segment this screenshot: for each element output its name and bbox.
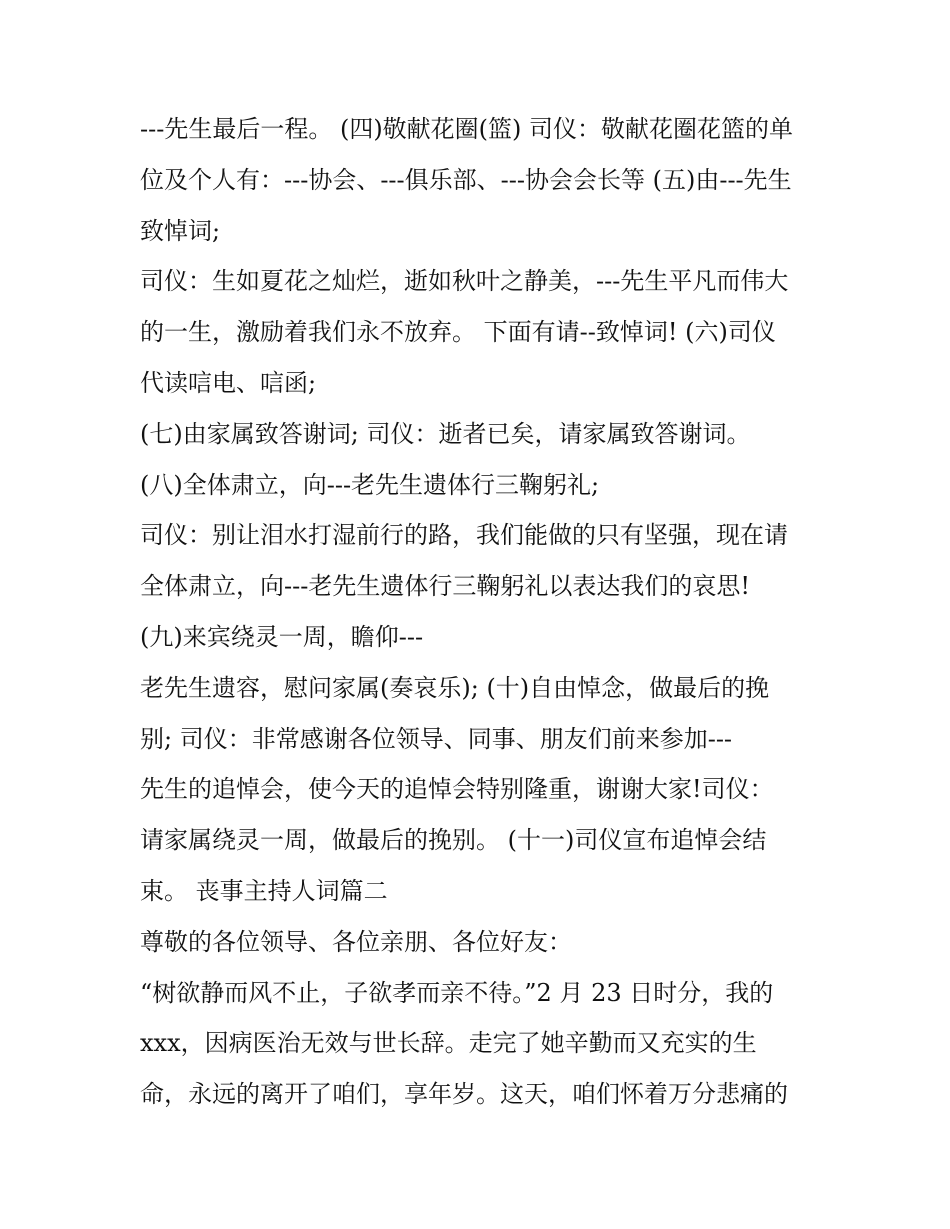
text-line: xxx，因病医治无效与世长辞。走完了她辛勤而又充实的生 <box>140 1029 757 1058</box>
text-line: (九)来宾绕灵一周，瞻仰--- <box>140 622 424 651</box>
text-line: 束。 丧事主持人词篇二 <box>140 876 388 905</box>
text-line: 尊敬的各位领导、各位亲朋、各位好友： <box>140 927 572 956</box>
text-line: 代读唁电、唁函; <box>140 368 317 397</box>
text-line: (八)全体肃立，向---老先生遗体行三鞠躬礼; <box>140 470 600 499</box>
text-line: (七)由家属致答谢词; 司仪：逝者已矣，请家属致答谢词。 <box>140 419 751 448</box>
text-line: 命，永远的离开了咱们，享年岁。这天，咱们怀着万分悲痛的 <box>140 1080 788 1109</box>
text-line: 别; 司仪：非常感谢各位领导、同事、朋友们前来参加--- <box>140 724 733 753</box>
text-line: 全体肃立，向---老先生遗体行三鞠躬礼以表达我们的哀思! <box>140 572 750 601</box>
document-body <box>140 104 840 1120</box>
text-line: 老先生遗容，慰问家属(奏哀乐); (十)自由悼念，做最后的挽 <box>140 673 770 702</box>
text-line: 致悼词; <box>140 216 221 245</box>
text-line: 司仪：别让泪水打湿前行的路，我们能做的只有坚强，现在请 <box>140 521 788 550</box>
text-line: “树欲静而风不止，子欲孝而亲不待。”2 月 23 日时分，我的 <box>140 978 774 1007</box>
text-line: 位及个人有：---协会、---俱乐部、---协会会长等 (五)由---先生 <box>140 165 792 194</box>
text-line: 请家属绕灵一周，做最后的挽别。 (十一)司仪宣布追悼会结 <box>140 826 767 855</box>
text-line: ---先生最后一程。 (四)敬献花圈(篮) 司仪：敬献花圈花篮的单 <box>140 115 794 143</box>
text-line: 的一生，激励着我们永不放弃。 下面有请--致悼词! (六)司仪 <box>140 318 776 347</box>
text-line: 先生的追悼会，使今天的追悼会特别隆重，谢谢大家!司仪： <box>140 775 774 804</box>
text-line: 司仪：生如夏花之灿烂，逝如秋叶之静美，---先生平凡而伟大 <box>140 267 789 296</box>
